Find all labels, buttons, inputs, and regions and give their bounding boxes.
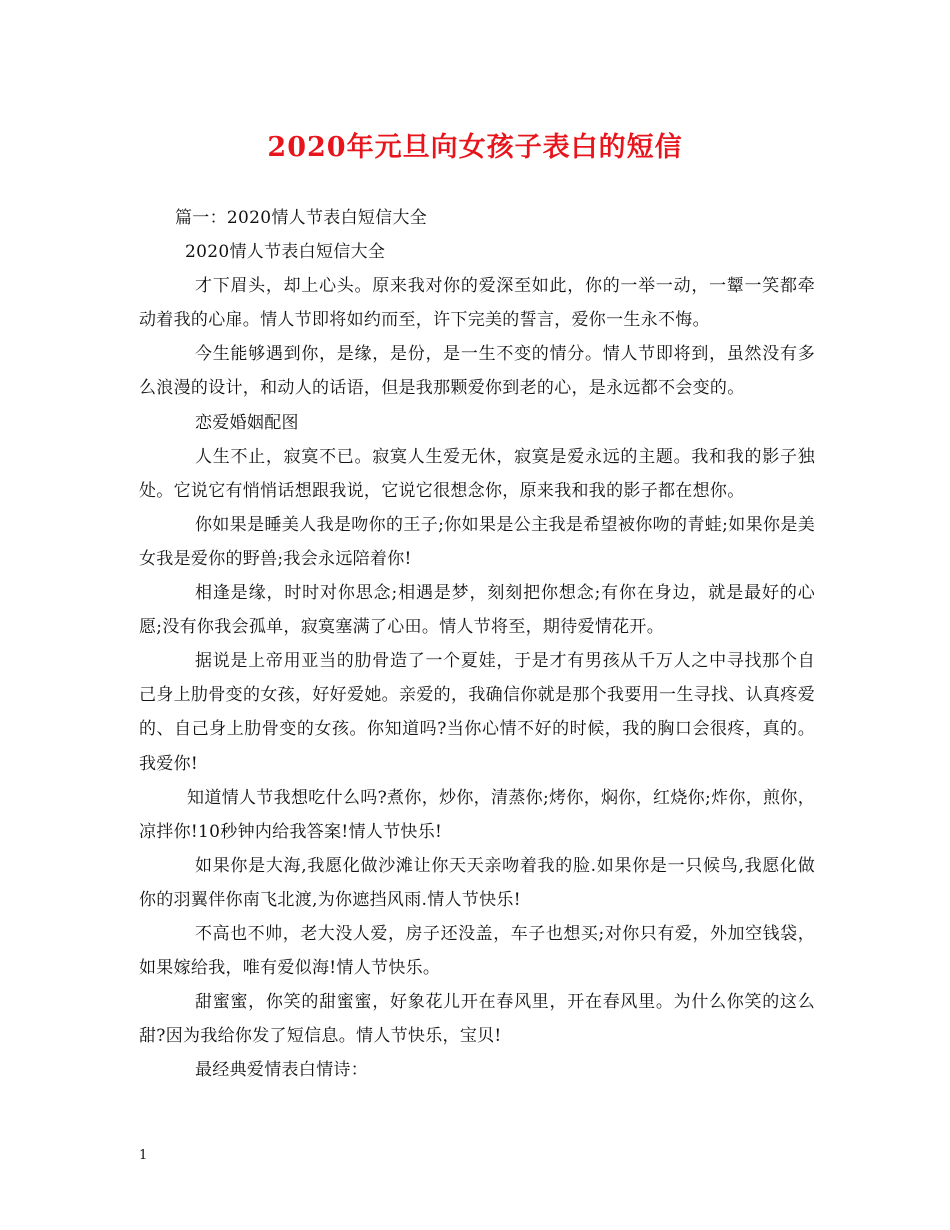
paragraph: 据说是上帝用亚当的肋骨造了一个夏娃，于是才有男孩从千万人之中寻找那个自己身上肋骨变的女孩，好好爱她。亲爱的，我确信你就是那个我要用一生寻找、认真疼爱的、自己身上肋骨变的女孩。你知道吗?当你心情不好的时候，我的胸口会很疼，真的。我爱你!	[139, 651, 815, 774]
paragraph: 不高也不帅，老大没人爱，房子还没盖，车子也想买;对你只有爱，外加空钱袋，如果嫁给我，唯有爱似海!情人节快乐。	[139, 923, 815, 979]
paragraph: 如果你是大海,我愿化做沙滩让你天天亲吻着我的脸.如果你是一只候鸟,我愿化做你的羽翼伴你南飞北渡,为你遮挡风雨.情人节快乐!	[139, 855, 815, 910]
document-title: 2020年元旦向女孩子表白的短信	[267, 132, 683, 163]
paragraph: 相逢是缘，时时对你思念;相遇是梦，刻刻把你想念;有你在身边，就是最好的心愿;没有你我会孤单，寂寞塞满了心田。情人节将至，期待爱情花开。	[139, 583, 815, 638]
page-number: 1	[139, 1148, 148, 1163]
document-body	[139, 201, 815, 1087]
paragraph: 你如果是睡美人我是吻你的王子;你如果是公主我是希望被你吻的青蛙;如果你是美女我是爱你的野兽;我会永远陪着你!	[139, 514, 815, 569]
paragraph: 最经典爱情表白情诗：	[195, 1060, 368, 1081]
paragraph: 知道情人节我想吃什么吗?煮你，炒你，清蒸你;烤你，焖你，红烧你;炸你，煎你，凉拌你!10秒钟内给我答案!情人节快乐!	[139, 787, 815, 842]
paragraph: 人生不止，寂寞不已。寂寞人生爱无休，寂寞是爱永远的主题。我和我的影子独处。它说它有悄悄话想跟我说，它说它很想念你，原来我和我的影子都在想你。	[139, 446, 815, 501]
paragraph: 今生能够遇到你，是缘，是份，是一生不变的情分。情人节即将到，虽然没有多么浪漫的设计，和动人的话语，但是我那颗爱你到老的心，是永远都不会变的。	[139, 344, 815, 399]
paragraph: 甜蜜蜜，你笑的甜蜜蜜，好象花儿开在春风里，开在春风里。为什么你笑的这么甜?因为我给你发了短信息。情人节快乐，宝贝!	[139, 992, 815, 1047]
paragraph: 才下眉头，却上心头。原来我对你的爱深至如此，你的一举一动，一颦一笑都牵动着我的心扉。情人节即将如约而至，许下完美的誓言，爱你一生永不悔。	[139, 276, 815, 331]
section-heading: 篇一：2020情人节表白短信大全	[175, 208, 428, 228]
image-caption: 恋爱婚姻配图	[195, 412, 299, 433]
subsection-heading: 2020情人节表白短信大全	[185, 242, 386, 263]
